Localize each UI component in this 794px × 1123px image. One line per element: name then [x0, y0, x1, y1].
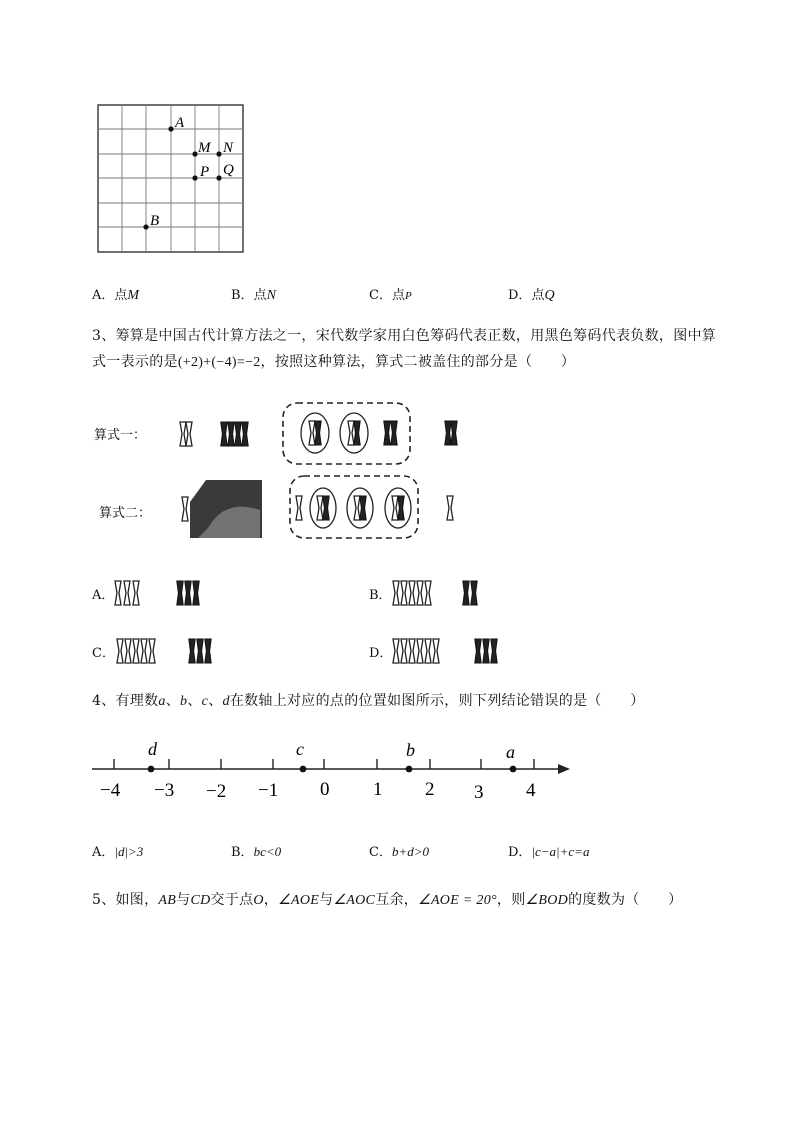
label-n: N — [223, 140, 234, 156]
q3-option-b[interactable]: B． — [369, 588, 392, 603]
q3-option-a-rods — [112, 578, 212, 608]
tick-neg2: −2 — [206, 781, 227, 802]
point-m — [192, 151, 197, 156]
counting-rods-figure — [90, 398, 470, 548]
equation-1-label: 算式一： — [94, 428, 147, 443]
tick-neg3: −3 — [154, 780, 175, 801]
q3-option-d[interactable]: D． — [369, 646, 393, 661]
label-a: a — [506, 742, 515, 762]
label-q: Q — [223, 162, 234, 178]
point-d — [148, 766, 155, 773]
label-p: P — [200, 164, 210, 180]
q3-option-d-rods — [390, 636, 510, 666]
q4-option-b[interactable]: B．bc<0 — [231, 844, 282, 860]
tick-3: 3 — [474, 782, 484, 803]
point-a — [510, 766, 517, 773]
q4-option-d[interactable]: D．|c−a|+c=a — [508, 844, 590, 860]
label-a: A — [175, 115, 185, 131]
q2-option-b[interactable]: B．点N — [231, 288, 276, 303]
tick-4: 4 — [526, 780, 536, 801]
equation-1-black-rods — [221, 422, 248, 446]
q3-stem-line2: 式一表示的是(+2)+(−4)=−2，按照这种算法，算式二被盖住的部分是（ ） — [92, 354, 576, 370]
q3-option-c[interactable]: C． — [92, 646, 115, 661]
equation-1-dashed-box — [283, 403, 410, 464]
point-p — [192, 175, 197, 180]
point-c — [300, 766, 307, 773]
q3-stem-line1: 3、筹算是中国古代计算方法之一，宋代数学家用白色筹码代表正数，用黑色筹码代表负数，图中算 — [92, 328, 717, 344]
point-n — [216, 151, 221, 156]
tick-0: 0 — [320, 779, 330, 800]
point-a — [168, 126, 173, 131]
equation-1-white-rods — [180, 422, 192, 446]
number-line — [88, 735, 578, 805]
q4-option-c[interactable]: C．b+d>0 — [369, 844, 429, 860]
q5-stem: 5、如图，AB与CD交于点O，∠AOE与∠AOC互余，∠AOE = 20°，则∠BOD的度数为（ ） — [92, 892, 683, 908]
tick-2: 2 — [425, 779, 435, 800]
equation-2-label: 算式二： — [99, 506, 152, 521]
q3-option-a[interactable]: A． — [92, 588, 115, 603]
q2-option-c[interactable]: C．点P — [369, 288, 412, 303]
q2-option-a[interactable]: A．点M — [92, 288, 140, 303]
point-q — [216, 175, 221, 180]
arrow-head — [558, 764, 570, 774]
grid-figure — [90, 100, 260, 260]
point-b — [143, 224, 148, 229]
label-b: b — [406, 740, 415, 760]
q3-option-c-rods — [112, 636, 222, 666]
tick-neg4: −4 — [100, 780, 121, 801]
q2-option-d[interactable]: D．点Q — [508, 288, 555, 303]
label-m: M — [198, 140, 211, 156]
tick-neg1: −1 — [258, 780, 279, 801]
label-c: c — [296, 739, 304, 759]
label-b: B — [150, 213, 160, 229]
q4-stem: 4、有理数a、b、c、d在数轴上对应的点的位置如图所示，则下列结论错误的是（ ） — [92, 693, 645, 709]
label-d: d — [148, 739, 157, 759]
q4-option-a[interactable]: A．|d|>3 — [92, 844, 144, 860]
q3-option-b-rods — [390, 578, 490, 608]
tick-1: 1 — [373, 779, 383, 800]
point-b — [406, 766, 413, 773]
